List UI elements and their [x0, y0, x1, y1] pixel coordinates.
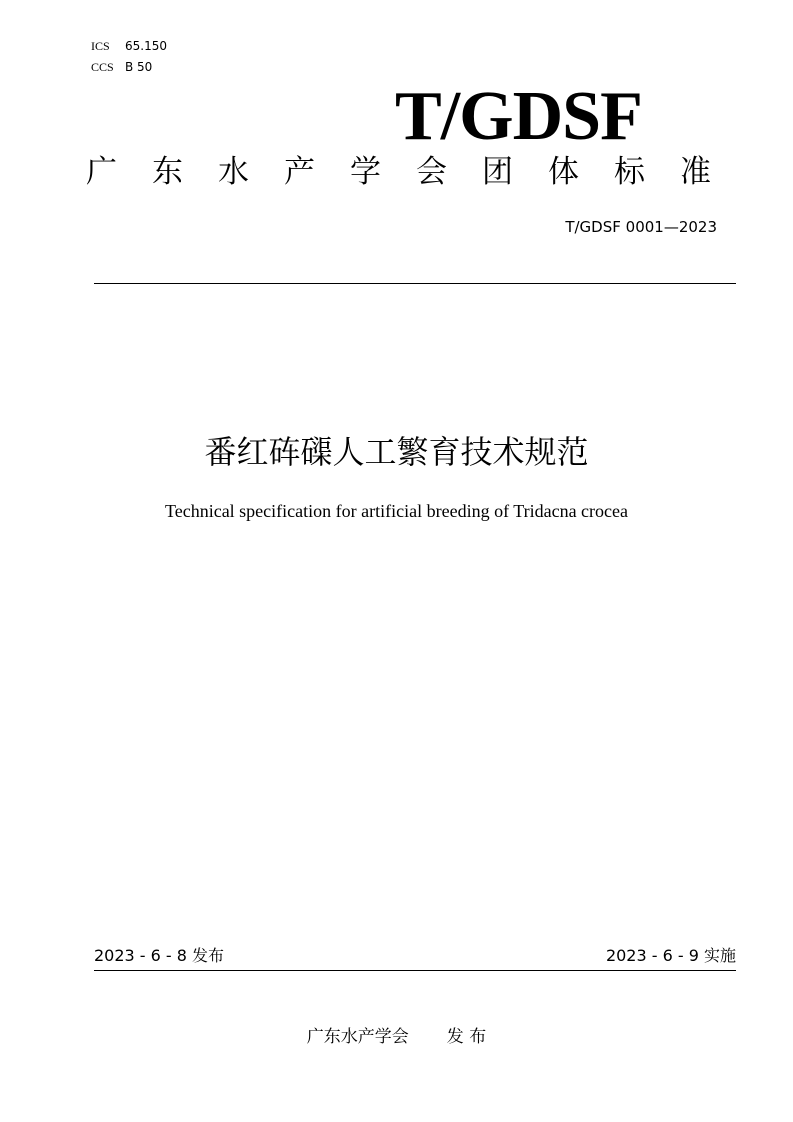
- implement-date: 2023 - 6 - 9 实施: [605, 946, 736, 965]
- ics-value: 65.150: [125, 39, 167, 53]
- header-divider: [94, 283, 736, 284]
- document-title-en: Technical specification for artificial breeding of Tridacna crocea: [164, 501, 629, 521]
- ccs-label: CCS: [91, 60, 114, 74]
- ics-code: [91, 39, 167, 53]
- document-title-cn: 番红砗磲人工繁育技术规范: [204, 433, 589, 471]
- ccs-code: [91, 60, 152, 74]
- standard-number: T/GDSF 0001—2023: [565, 218, 717, 236]
- publisher-line: [0, 1026, 793, 1048]
- publish-word: 发 布: [446, 1027, 487, 1047]
- ccs-value: B 50: [125, 60, 153, 74]
- publisher-name: 广东水产学会: [306, 1027, 409, 1047]
- publish-date: 2023 - 6 - 8 发布: [94, 946, 225, 965]
- ics-label: ICS: [91, 39, 110, 53]
- org-standard-title: 广东水产学会团体标准: [86, 154, 746, 190]
- footer-divider: [94, 970, 736, 971]
- standard-logo: T/GDSF: [395, 78, 642, 155]
